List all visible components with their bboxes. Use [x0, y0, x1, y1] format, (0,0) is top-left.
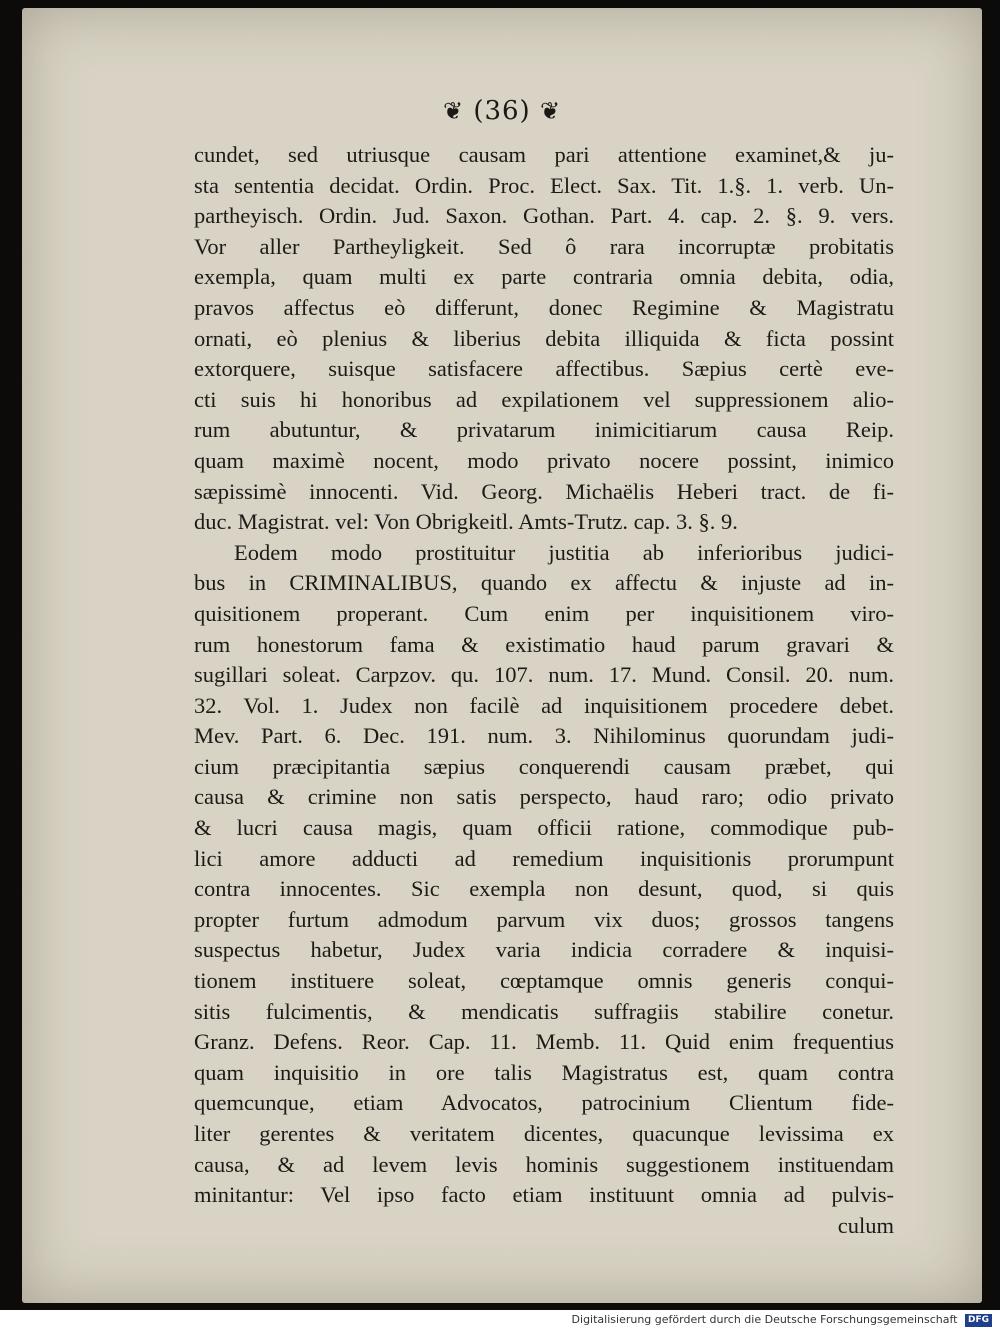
text-line: tionem instituere soleat, cœptamque omnis generis conqui- [194, 968, 894, 994]
text-line: Mev. Part. 6. Dec. 191. num. 3. Nihilominus quorundam judi- [194, 723, 894, 749]
text-line: sæpissimè innocenti. Vid. Georg. Michaëlis Heberi tract. de fi- [194, 478, 894, 504]
text-line: rum honestorum fama & existimatio haud parum gravari & [194, 631, 894, 657]
text-line: 32. Vol. 1. Judex non facilè ad inquisitionem procedere debet. [194, 692, 894, 718]
text-line: cium præcipitantia sæpius conquerendi causam præbet, qui [194, 753, 894, 779]
text-line: quam inquisitio in ore talis Magistratus est, quam contra [194, 1059, 894, 1085]
text-line: quisitionem properant. Cum enim per inquisitionem viro- [194, 600, 894, 626]
text-line: liter gerentes & veritatem dicentes, quacunque levissima ex [194, 1121, 894, 1146]
page-number: (36) [473, 96, 531, 126]
text-line: Granz. Defens. Reor. Cap. 11. Memb. 11. Quid enim frequentius [194, 1029, 894, 1055]
text-line: Vor aller Partheyligkeit. Sed ô rara incorruptæ probitatis [194, 233, 894, 259]
text-line: lici amore adducti ad remedium inquisitionis prorumpunt [194, 845, 894, 871]
text-line: bus in CRIMINALIBUS, quando ex affectu & injuste ad in- [194, 570, 894, 596]
text-line: extorquere, suisque satisfacere affectibus. Sæpius certè eve- [194, 356, 894, 382]
text-line: cti suis hi honoribus ad expilationem vel suppressionem alio- [194, 386, 894, 412]
text-line: sitis fulcimentis, & mendicatis suffragiis stabilire conetur. [194, 998, 894, 1024]
text-line: partheyisch. Ordin. Jud. Saxon. Gothan. Part. 4. cap. 2. §. 9. vers. [194, 203, 894, 229]
dfg-logo: DFG [965, 1314, 992, 1327]
text-line: duc. Magistrat. vel: Von Obrigkeitl. Amts-Trutz. cap. 3. §. 9. [194, 509, 738, 535]
text-line: sta sententia decidat. Ordin. Proc. Elect. Sax. Tit. 1.§. 1. verb. Un- [194, 172, 894, 198]
body-text [194, 140, 894, 1241]
footer-credit [0, 1310, 1000, 1330]
text-line: causa, & ad levem levis hominis suggestionem instituendam [194, 1151, 894, 1177]
text-line: sugillari soleat. Carpzov. qu. 107. num. 17. Mund. Consil. 20. num. [194, 662, 894, 688]
text-line: Eodem modo prostituitur justitia ab inferioribus judici- [234, 539, 894, 565]
text-line: contra innocentes. Sic exempla non desunt, quod, si quis [194, 876, 894, 902]
text-line: minitantur: Vel ipso facto etiam instituunt omnia ad pulvis- [194, 1182, 894, 1208]
text-line: cundet, sed utriusque causam pari attentione examinet,& ju- [194, 142, 894, 167]
catchword: culum [837, 1212, 894, 1238]
credit-text: Digitalisierung gefördert durch die Deutsche Forschungsgemeinschaft [571, 1313, 958, 1326]
text-line: exempla, quam multi ex parte contraria omnia debita, odia, [194, 264, 894, 290]
page-header [22, 96, 982, 126]
ornament-left-icon: ❦ [442, 97, 465, 125]
text-line: pravos affectus eò differunt, donec Regimine & Magistratu [194, 294, 894, 320]
ornament-right-icon: ❦ [539, 97, 562, 125]
text-line: quemcunque, etiam Advocatos, patrocinium Clientum fide- [194, 1090, 894, 1116]
text-line: ornati, eò plenius & liberius debita illiquida & ficta possint [194, 325, 894, 351]
book-page [22, 8, 982, 1303]
text-line: quam maximè nocent, modo privato nocere possint, inimico [194, 447, 894, 473]
text-line: causa & crimine non satis perspecto, haud raro; odio privato [194, 784, 894, 810]
text-line: propter furtum admodum parvum vix duos; grossos tangens [194, 906, 894, 932]
text-line: rum abutuntur, & privatarum inimicitiarum causa Reip. [194, 417, 894, 443]
text-line: & lucri causa magis, quam officii ratione, commodique pub- [194, 815, 894, 841]
text-line: suspectus habetur, Judex varia indicia corradere & inquisi- [194, 937, 894, 963]
